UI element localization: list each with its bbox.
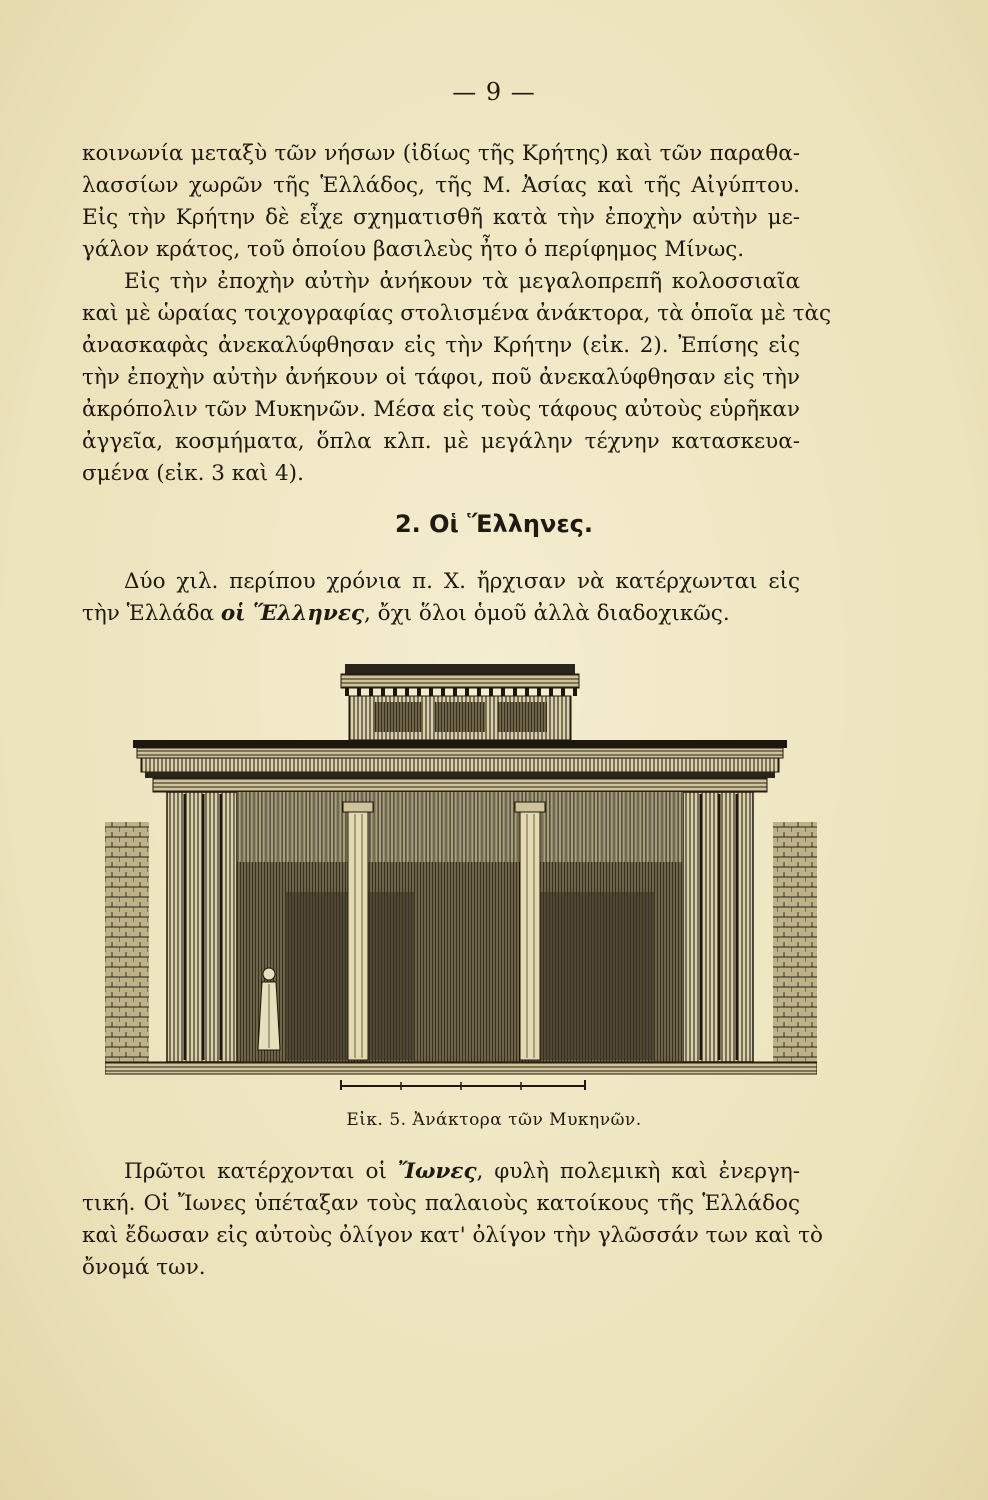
text-line <box>82 598 800 630</box>
text-line: σμένα (εἰκ. 3 καὶ 4). <box>82 461 304 486</box>
paragraph-1 <box>82 138 800 266</box>
clerestory <box>341 664 579 740</box>
page-number: — 9 — <box>452 78 536 106</box>
left-pilaster <box>167 792 237 1062</box>
text-run: τὴν Ἑλλάδα <box>82 601 221 626</box>
emphasis-iones: Ἴωνες <box>397 1159 477 1184</box>
text-line: τική. Οἱ Ἴωνες ὑπέταξαν τοὺς παλαιοὺς κατοίκους τῆς Ἑλλάδος <box>82 1191 800 1216</box>
text-line: ἀγγεῖα, κοσμήματα, ὅπλα κλπ. μὲ μεγάλην τέχνην κατασκευα- <box>82 429 800 454</box>
column-left <box>343 802 373 1060</box>
paragraph-2 <box>82 266 832 490</box>
text-line: Εἰς τὴν ἐποχὴν αὐτὴν ἀνήκουν τὰ μεγαλοπρεπῆ κολοσσιαῖα <box>124 269 800 294</box>
palace-engraving <box>105 662 817 1094</box>
text-line: λασσίων χωρῶν τῆς Ἑλλάδος, τῆς Μ. Ἀσίας καὶ τῆς Αἰγύπτου. <box>82 173 800 198</box>
text-line: Δύο χιλ. περίπου χρόνια π. Χ. ἤρχισαν νὰ κατέρχωνται εἰς <box>124 569 800 594</box>
right-pilaster <box>683 792 753 1062</box>
paragraph-4 <box>82 1156 823 1284</box>
text-line: γάλον κράτος, τοῦ ὁποίου βασιλεὺς ἦτο ὁ περίφημος Μίνως. <box>82 237 745 262</box>
emphasis-hellenes: οἱ Ἕλληνες <box>220 601 365 626</box>
text-line <box>82 1156 800 1188</box>
text-run: , φυλὴ πολεμικὴ καὶ ἐνεργη- <box>476 1159 800 1184</box>
text-line: Εἰς τὴν Κρήτην δὲ εἶχε σχηματισθῆ κατὰ τὴν ἐποχὴν αὐτὴν με- <box>82 205 800 230</box>
entablature <box>133 740 787 792</box>
text-line: κοινωνία μεταξὺ τῶν νήσων (ἰδίως τῆς Κρήτης) καὶ τῶν παραθα- <box>82 141 800 166</box>
figure-caption: Εἰκ. 5. Ἀνάκτορα τῶν Μυκηνῶν. <box>346 1110 642 1130</box>
text-run: Πρῶτοι κατέρχονται οἱ <box>124 1159 398 1184</box>
text-line: καὶ μὲ ὡραίας τοιχογραφίας στολισμένα ἀνάκτορα, τὰ ὁποῖα μὲ τὰς <box>82 301 832 326</box>
text-line: ἀνασκαφὰς ἀνεκαλύφθησαν εἰς τὴν Κρήτην (εἰκ. 2). Ἐπίσης εἰς <box>82 333 800 358</box>
text-run: , ὄχι ὅλοι ὁμοῦ ἀλλὰ διαδοχικῶς. <box>364 601 730 626</box>
stylobate <box>105 1062 817 1074</box>
text-line: καὶ ἔδωσαν εἰς αὐτοὺς ὀλίγον κατ' ὀλίγον τὴν γλῶσσάν των καὶ τὸ <box>82 1223 823 1248</box>
left-wall <box>105 822 149 1074</box>
right-wall <box>773 822 817 1074</box>
paragraph-3 <box>82 566 800 630</box>
text-line: τὴν ἐποχὴν αὐτὴν ἀνήκουν οἱ τάφοι, ποῦ ἀνεκαλύφθησαν εἰς τὴν <box>82 365 800 390</box>
section-heading: 2. Οἱ Ἕλληνες. <box>394 510 594 538</box>
column-right <box>515 802 545 1060</box>
text-line: ὄνομά των. <box>82 1255 206 1280</box>
scale-bar <box>341 1080 585 1090</box>
text-line: ἀκρόπολιν τῶν Μυκηνῶν. Μέσα εἰς τοὺς τάφους αὐτοὺς εὑρῆκαν <box>82 397 800 422</box>
